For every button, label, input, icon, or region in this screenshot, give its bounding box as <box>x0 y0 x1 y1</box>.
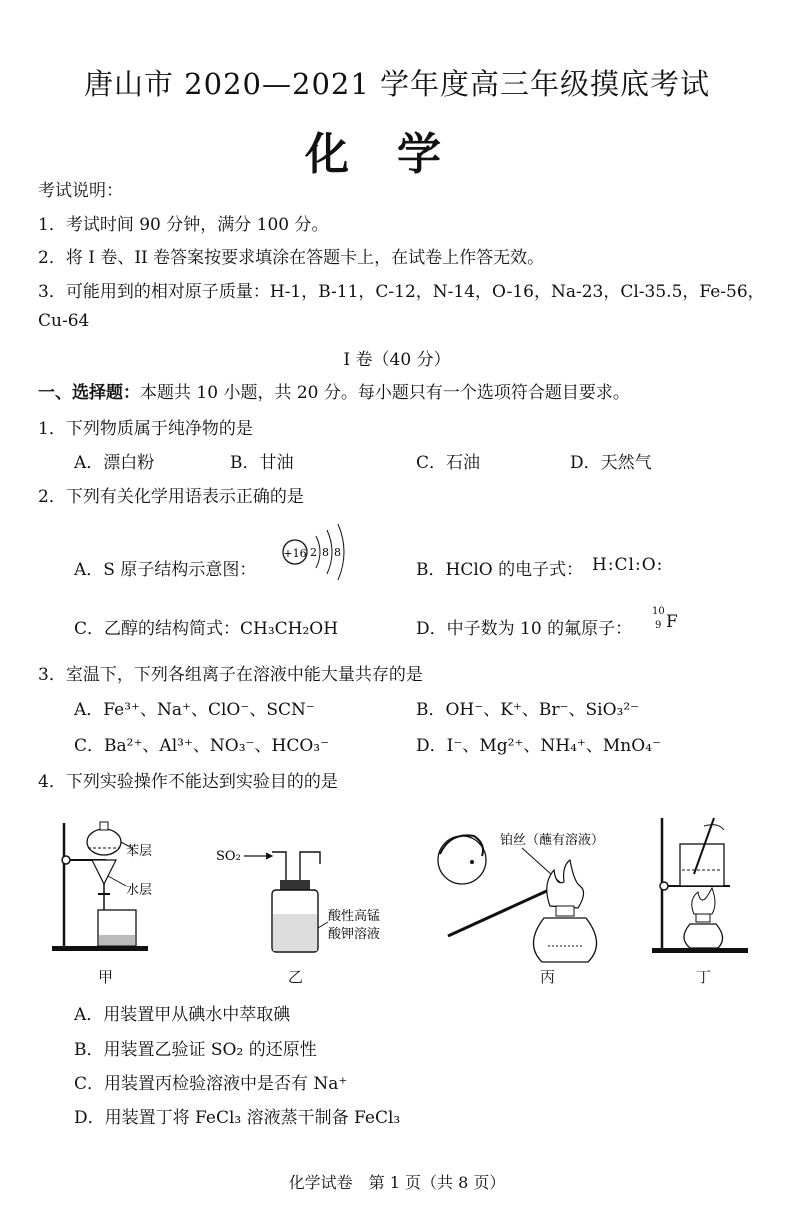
flame <box>547 860 584 908</box>
label-solution-line1: 酸性高锰 <box>328 909 381 924</box>
mass-number: 10 <box>652 606 665 617</box>
lamp-neck <box>696 914 710 922</box>
bottle-solution <box>273 914 317 951</box>
outlet-tube <box>300 852 320 882</box>
observer-eye <box>470 860 474 864</box>
figure-label-yi: 乙 <box>288 968 304 986</box>
alcohol-lamp <box>684 924 723 948</box>
instructions-heading: 考试说明： <box>38 181 123 201</box>
clamp-knob <box>660 882 668 890</box>
q1-option-b: B．甘油 <box>230 453 294 473</box>
instruction-item: Cu-64 <box>38 311 90 331</box>
atomic-number: 9 <box>655 620 662 631</box>
exam-title: 唐山市 2020—2021 学年度高三年级摸底考试 <box>83 67 711 101</box>
q4-option-d: D．用装置丁将 FeCl₃ 溶液蒸干制备 FeCl₃ <box>74 1108 401 1128</box>
instruction-item: 3．可能用到的相对原子质量：H-1，B-11，C-12，N-14，O-16，Na-23，Cl-35.5，Fe-56， <box>38 282 765 302</box>
figure-label-ding: 丁 <box>696 968 712 986</box>
part-heading <box>38 378 630 403</box>
part-heading-rest: 本题共 10 小题，共 20 分。每小题只有一个选项符合题目要求。 <box>140 383 630 403</box>
hclo-electron-formula: H:Cl:O: <box>592 555 664 575</box>
q4-option-b: B．用装置乙验证 SO₂ 的还原性 <box>74 1040 317 1060</box>
stirring-arrow <box>704 825 724 830</box>
element-symbol: F <box>666 612 678 632</box>
alcohol-lamp <box>533 918 596 962</box>
question-1-stem: 1．下列物质属于纯净物的是 <box>38 419 253 439</box>
sulfur-atom-diagram <box>282 516 357 586</box>
funnel-cone <box>92 860 116 884</box>
q3-option-d: D．I⁻、Mg²⁺、NH₄⁺、MnO₄⁻ <box>416 736 661 756</box>
label-platinum-wire: 铂丝（蘸有溶液） <box>500 833 605 848</box>
label-water-layer: 水层 <box>126 883 153 898</box>
shell-electrons-2: 8 <box>322 546 329 559</box>
pointer-water <box>108 876 126 886</box>
q3-option-c: C．Ba²⁺、Al³⁺、NO₃⁻、HCO₃⁻ <box>74 736 330 756</box>
part-heading-bold: 一、选择题： <box>38 383 140 403</box>
question-3-stem: 3．室温下，下列各组离子在溶液中能大量共存的是 <box>38 665 423 685</box>
q1-option-c: C．石油 <box>416 453 481 473</box>
q3-option-b: B．OH⁻、K⁺、Br⁻、SiO₃²⁻ <box>416 700 640 720</box>
instruction-item: 2．将 I 卷、II 卷答案按要求填涂在答题卡上，在试卷上作答无效。 <box>38 248 545 268</box>
q2-option-c-label: C．乙醇的结构简式： <box>74 619 241 639</box>
burner-flame <box>692 888 715 914</box>
q4-option-a: A．用装置甲从碘水中萃取碘 <box>74 1005 291 1025</box>
stand-base <box>652 948 748 953</box>
instruction-item: 1．考试时间 90 分钟，满分 100 分。 <box>38 215 329 235</box>
label-solution-line2: 酸钾溶液 <box>328 927 381 942</box>
observer-head <box>438 836 486 884</box>
figure-label-bing: 丙 <box>540 968 556 986</box>
q1-option-a: A．漂白粉 <box>74 453 155 473</box>
page-footer: 化学试卷 第 1 页（共 8 页） <box>288 1173 506 1192</box>
question-4-stem: 4．下列实验操作不能达到实验目的的是 <box>38 772 338 792</box>
shell-electrons-3: 8 <box>334 546 341 559</box>
nucleus-charge: +16 <box>283 547 307 560</box>
pointer-solution <box>318 922 328 928</box>
label-benzene-layer: 苯层 <box>126 844 153 859</box>
figure-label-jia: 甲 <box>98 968 114 986</box>
section-title: I 卷（40 分） <box>343 350 451 370</box>
question-2-stem: 2．下列有关化学用语表示正确的是 <box>38 487 304 507</box>
q3-option-a: A．Fe³⁺、Na⁺、ClO⁻、SCN⁻ <box>74 700 315 720</box>
q2-option-c <box>74 614 338 639</box>
label-so2: SO₂ <box>216 849 241 864</box>
lamp-neck <box>556 906 574 916</box>
q2-option-d: D．中子数为 10 的氟原子： <box>416 619 633 639</box>
bottle-stopper <box>280 880 310 890</box>
apparatus-bing-flame-test <box>430 826 620 966</box>
funnel-bulb <box>87 829 121 855</box>
apparatus-yi-gas-washing-bottle <box>216 842 406 962</box>
shell-electrons-1: 2 <box>310 546 317 559</box>
fluorine-nuclide <box>652 606 682 636</box>
stand-base <box>52 946 148 951</box>
clamp-knob <box>62 856 70 864</box>
ethanol-formula: CH₃CH₂OH <box>240 619 339 639</box>
beaker-liquid <box>99 935 135 945</box>
funnel-stopper <box>100 822 108 830</box>
q2-option-a: A．S 原子结构示意图： <box>74 560 257 580</box>
q4-option-c: C．用装置丙检验溶液中是否有 Na⁺ <box>74 1074 348 1094</box>
q1-option-d: D．天然气 <box>570 453 652 473</box>
q2-option-b: B．HClO 的电子式： <box>416 560 584 580</box>
subject-title: 化学 <box>305 129 489 180</box>
apparatus-ding-evaporation <box>648 814 758 962</box>
apparatus-jia-separatory-funnel <box>46 818 156 963</box>
